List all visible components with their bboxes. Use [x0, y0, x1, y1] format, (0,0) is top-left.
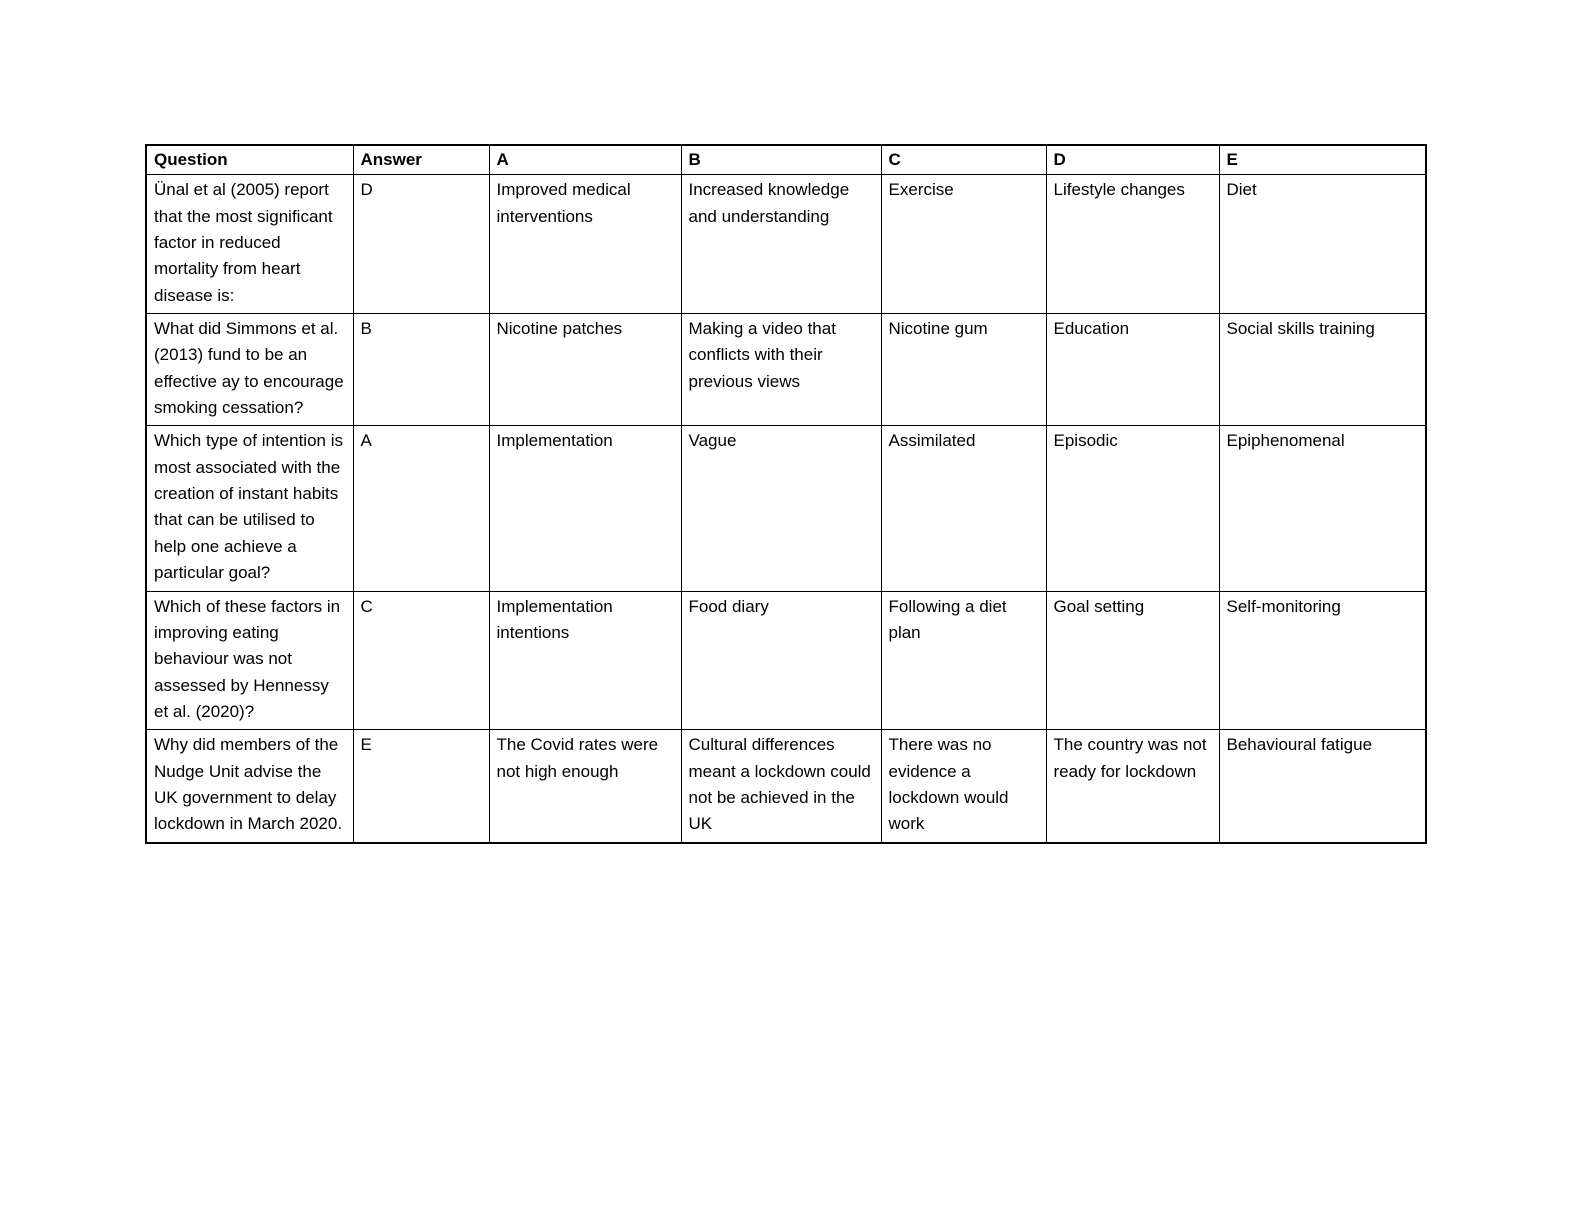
question-cell: Which type of intention is most associated with the creation of instant habits that can be utilised to help one achieve a particular goal?: [146, 426, 353, 591]
header-cell-answer: Answer: [353, 145, 489, 175]
option-c-cell: Nicotine gum: [881, 314, 1046, 426]
question-cell: Which of these factors in improving eating behaviour was not assessed by Hennessy et al. (2020)?: [146, 591, 353, 730]
option-e-cell: Epiphenomenal: [1219, 426, 1426, 591]
option-e-cell: Diet: [1219, 175, 1426, 314]
option-d-cell: Education: [1046, 314, 1219, 426]
option-b-cell: Food diary: [681, 591, 881, 730]
option-d-cell: Lifestyle changes: [1046, 175, 1219, 314]
option-a-cell: Improved medical interventions: [489, 175, 681, 314]
option-d-cell: Episodic: [1046, 426, 1219, 591]
table-row: [146, 426, 1426, 591]
header-cell-e: E: [1219, 145, 1426, 175]
answer-cell: D: [353, 175, 489, 314]
header-cell-d: D: [1046, 145, 1219, 175]
option-b-cell: Making a video that conflicts with their previous views: [681, 314, 881, 426]
answer-cell: B: [353, 314, 489, 426]
option-e-cell: Behavioural fatigue: [1219, 730, 1426, 843]
table-row: [146, 730, 1426, 843]
table-row: [146, 314, 1426, 426]
option-b-cell: Vague: [681, 426, 881, 591]
answer-cell: C: [353, 591, 489, 730]
table-header-row: [146, 145, 1426, 175]
question-cell: What did Simmons et al. (2013) fund to be an effective ay to encourage smoking cessation?: [146, 314, 353, 426]
question-cell: Ünal et al (2005) report that the most significant factor in reduced mortality from heart disease is:: [146, 175, 353, 314]
option-b-cell: Cultural differences meant a lockdown could not be achieved in the UK: [681, 730, 881, 843]
option-e-cell: Self-monitoring: [1219, 591, 1426, 730]
option-e-cell: Social skills training: [1219, 314, 1426, 426]
option-b-cell: Increased knowledge and understanding: [681, 175, 881, 314]
option-c-cell: There was no evidence a lockdown would work: [881, 730, 1046, 843]
option-c-cell: Following a diet plan: [881, 591, 1046, 730]
header-cell-b: B: [681, 145, 881, 175]
option-d-cell: Goal setting: [1046, 591, 1219, 730]
option-c-cell: Assimilated: [881, 426, 1046, 591]
option-a-cell: The Covid rates were not high enough: [489, 730, 681, 843]
table-row: [146, 175, 1426, 314]
header-cell-question: Question: [146, 145, 353, 175]
option-c-cell: Exercise: [881, 175, 1046, 314]
quiz-table: [145, 144, 1427, 844]
header-cell-a: A: [489, 145, 681, 175]
header-cell-c: C: [881, 145, 1046, 175]
question-cell: Why did members of the Nudge Unit advise the UK government to delay lockdown in March 2020.: [146, 730, 353, 843]
option-a-cell: Implementation intentions: [489, 591, 681, 730]
table-row: [146, 591, 1426, 730]
answer-cell: A: [353, 426, 489, 591]
option-a-cell: Nicotine patches: [489, 314, 681, 426]
option-d-cell: The country was not ready for lockdown: [1046, 730, 1219, 843]
answer-cell: E: [353, 730, 489, 843]
option-a-cell: Implementation: [489, 426, 681, 591]
